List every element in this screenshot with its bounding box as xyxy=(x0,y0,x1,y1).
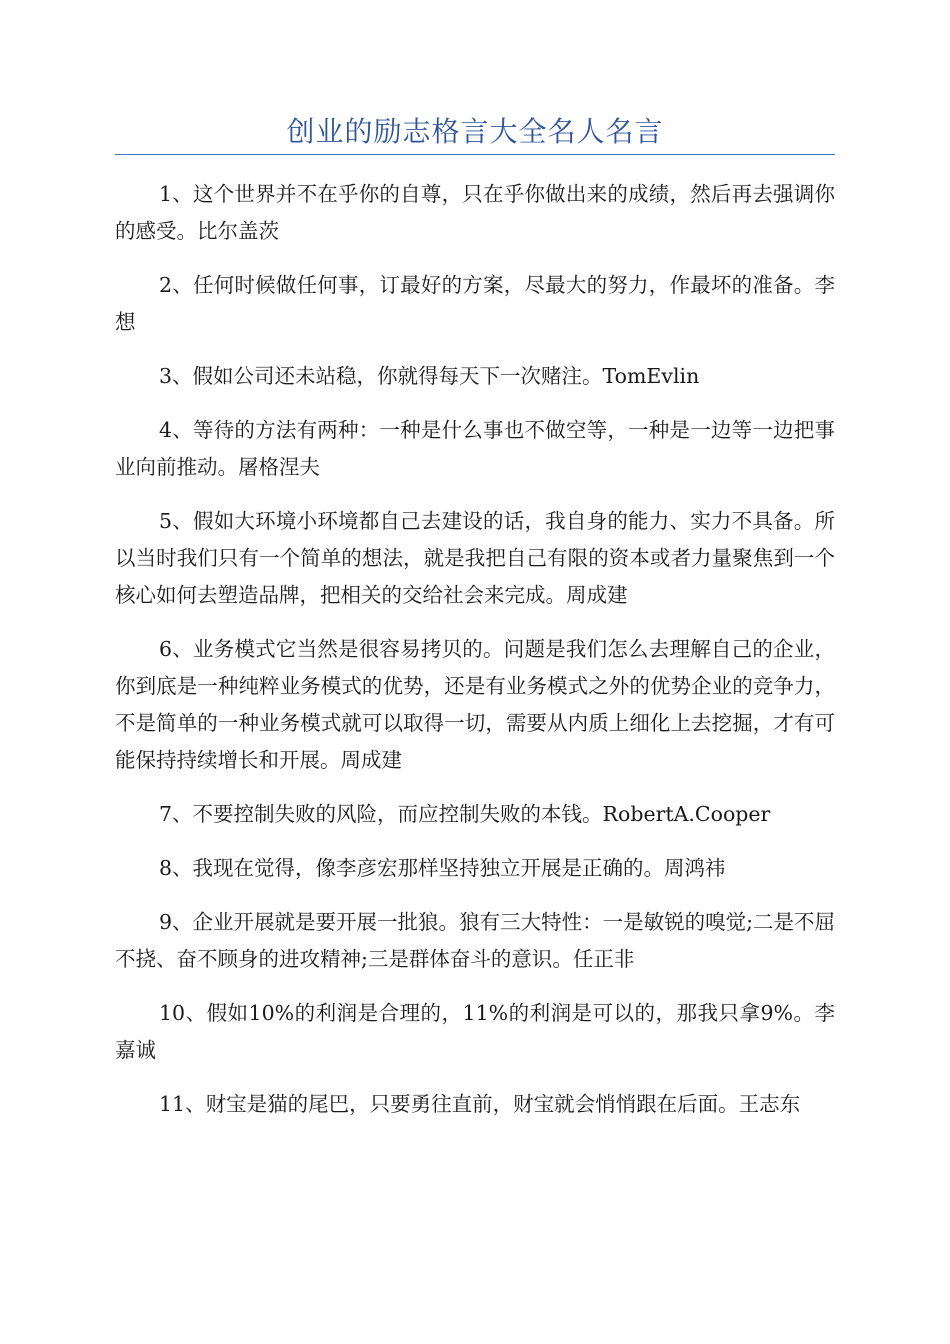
quote-paragraph-3: 3、假如公司还未站稳，你就得每天下一次赌注。TomEvlin xyxy=(159,364,700,388)
quote-paragraph-4: 4、等待的方法有两种：一种是什么事也不做空等，一种是一边等一边把事业向前推动。屠格涅夫 xyxy=(115,418,835,479)
title-underline xyxy=(115,154,835,155)
quote-paragraph-1: 1、这个世界并不在乎你的自尊，只在乎你做出来的成绩，然后再去强调你的感受。比尔盖茨 xyxy=(115,182,835,243)
quote-list xyxy=(115,176,835,1140)
page-title: 创业的励志格言大全名人名言 xyxy=(286,115,664,148)
quote-paragraph-11: 11、财宝是猫的尾巴，只要勇往直前，财宝就会悄悄跟在后面。王志东 xyxy=(159,1092,801,1116)
quote-paragraph-10: 10、假如10%的利润是合理的，11%的利润是可以的，那我只拿9%。李嘉诚 xyxy=(115,1001,835,1062)
quote-paragraph-2: 2、任何时候做任何事，订最好的方案，尽最大的努力，作最坏的准备。李想 xyxy=(115,273,835,334)
quote-paragraph-6: 6、业务模式它当然是很容易拷贝的。问题是我们怎么去理解自己的企业，你到底是一种纯粹业务模式的优势，还是有业务模式之外的优势企业的竞争力，不是简单的一种业务模式就可以取得一切，需要从内质上细化上去挖掘，才有可能保持持续增长和开展。周成建 xyxy=(115,637,835,772)
quote-paragraph-8: 8、我现在觉得，像李彦宏那样坚持独立开展是正确的。周鸿祎 xyxy=(159,856,726,880)
quote-paragraph-9: 9、企业开展就是要开展一批狼。狼有三大特性：一是敏锐的嗅觉;二是不屈不挠、奋不顾身的进攻精神;三是群体奋斗的意识。任正非 xyxy=(115,910,835,971)
quote-paragraph-5: 5、假如大环境小环境都自己去建设的话，我自身的能力、实力不具备。所以当时我们只有一个简单的想法，就是我把自己有限的资本或者力量聚焦到一个核心如何去塑造品牌，把相关的交给社会来完成。周成建 xyxy=(115,509,835,607)
quote-paragraph-7: 7、不要控制失败的风险，而应控制失败的本钱。RobertA.Cooper xyxy=(159,802,771,826)
